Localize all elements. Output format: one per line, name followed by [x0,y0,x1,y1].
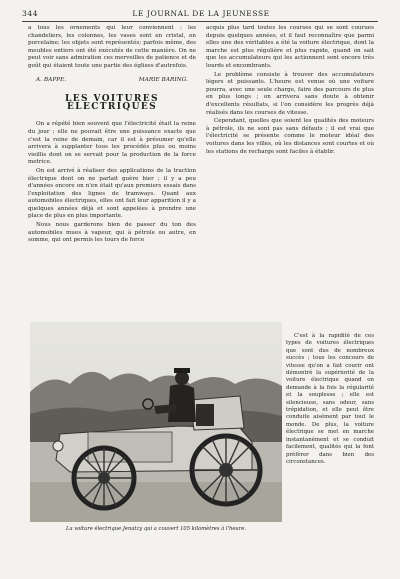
signature-left: A. BAPPE. [36,76,67,83]
car-illustration [30,322,282,522]
left-paragraph-3: Nous nous garderons bien de passer du ton des automobiles mues à vapeur, qui à pétrole ou autre, en somme, qui ont permis les tours de force [28,222,196,244]
page-header [22,6,378,20]
header-rule [22,21,378,22]
photo-caption: La voiture électrique Jenatzy qui a couvert 105 kilomètres à l'heure. [66,526,246,532]
article-title: LES VOITURES ÉLECTRIQUES [65,94,159,112]
right-lower-column [286,333,374,467]
left-column [28,25,196,246]
signature-right: MARIE BARING. [138,76,188,83]
right-column [206,25,374,157]
page-number: 344 [22,8,39,18]
left-paragraph-1: On a répété bien souvent que l'électricité était la reine du jour ; elle ne pouvait être une puissance exacte que c'est la reine de demain, car il est à présumer qu'elle arrivera à supplanter tous les procédés plus ou moins vieillis dont on se servait pour la production de la force motrice. [28,121,196,166]
journal-title: LE JOURNAL DE LA JEUNESSE [132,8,270,18]
right-paragraph-2: Le problème consiste à trouver des accumulateurs légers et puissants. L'heure est venue où une voiture pourra, avec une seule charge, faire des parcours de plus en plus longs ; on arrivera sans doute à obtenir d'excellents résultats, si l'on considère les progrès déjà réalisés dans les courses de vitesse. [206,71,374,116]
left-paragraph-2: On est arrivé à réaliser des applications de la traction électrique dont on ne parlait guère hier ; il y a peu d'années encore on n'en était qu'aux premiers essais dans l'exploitation des lignes de tramways. Quant aux automobiles électriques, elles ont fait leur apparition il y a quelques années déjà et sont appelées à prendre une place de plus en plus importante. [28,167,196,220]
front-wheel [74,448,134,508]
electric-car-photo [30,322,282,522]
left-top-paragraph: a tous les ornements qui leur conviennent : les chandeliers, les colonnes, les vases sont en cristal, en porcelaine; les objets sont représentés; parfois même, des meubles entiers ont été exécutés de cette manière. On ne peut voir sans admiration ces merveilles de patience et de goût qui étaient toute une partie des églises d'autrefois. [28,25,196,69]
right-lower-paragraph: C'est à la rapidité de ces types de voitures électriques que sont dus de nombreux succès ; tous les concours de vitesse qu'on a fait courir ont démontré la supériorité de la voiture électrique quand on demande à la fois la régularité et la souplesse ; elle est silencieuse, sans odeur, sans trépidation, et elle peut être conduite aisément par tout le monde. De plus, la voiture électrique se met en marche instantanément et se conduit facilement, qualités qui la font préférer dans bien des circonstances. [286,333,374,465]
right-paragraph-1: acquis plus tard toutes les courses qui se sont courues depuis quelques années, et il faut reconnaître que parmi elles une des véritables a été la voiture électrique, dont la marche est plus régulière et plus rapide, quand on sait que les accumulateurs qui les actionnent sont encore très lourds et encombrants. [206,25,374,69]
right-paragraph-3: Cependant, quelles que soient les qualités des moteurs à pétrole, ils ne sont pas sans défauts ; il est vrai que l'électricité se présente comme le moteur idéal des voitures dans les villes, où les distances sont courtes et où les stations de recharge sont faciles à établir. [206,118,374,155]
signature-row [36,77,188,85]
rear-wheel [192,436,260,504]
